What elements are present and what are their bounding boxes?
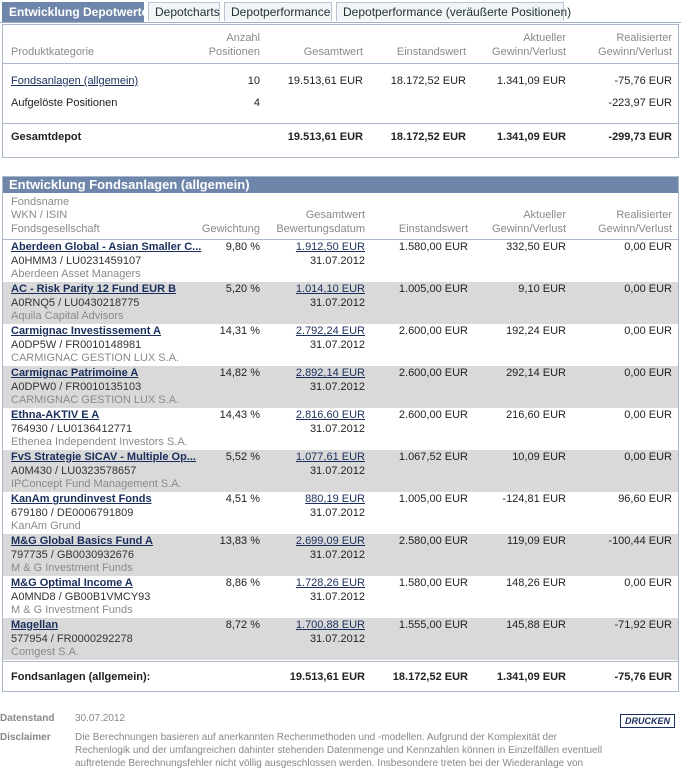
fund-aktuell: 332,50 EUR bbox=[506, 241, 566, 253]
divider bbox=[3, 63, 678, 64]
fund-name-link[interactable]: Aberdeen Global - Asian Smaller C... bbox=[11, 241, 202, 253]
fund-valuation-date: 31.07.2012 bbox=[309, 381, 365, 393]
fund-company: CARMIGNAC GESTION LUX S.A. bbox=[11, 394, 180, 406]
divider bbox=[3, 661, 678, 662]
fund-name-link[interactable]: Ethna-AKTIV E A bbox=[11, 409, 100, 421]
header-gewichtung: Gewichtung bbox=[201, 223, 260, 235]
fund-weight: 5,52 % bbox=[225, 451, 260, 463]
fund-company: CARMIGNAC GESTION LUX S.A. bbox=[11, 352, 180, 364]
fund-realisiert: 0,00 EUR bbox=[624, 325, 672, 337]
depot-summary-panel bbox=[2, 24, 679, 158]
total-aktuell: 1.341,09 EUR bbox=[496, 131, 566, 143]
fund-valuation-date: 31.07.2012 bbox=[309, 507, 365, 519]
depot-row-anzahl: 10 bbox=[247, 75, 260, 87]
fund-value-link[interactable]: 1.700,88 EUR bbox=[295, 619, 365, 631]
fund-realisiert: 0,00 EUR bbox=[624, 241, 672, 253]
fund-value-link[interactable]: 1.077,61 EUR bbox=[295, 451, 365, 463]
depot-row-anzahl: 4 bbox=[253, 97, 260, 109]
fund-valuation-date: 31.07.2012 bbox=[309, 465, 365, 477]
fund-aktuell: -124,81 EUR bbox=[502, 493, 566, 505]
header-realisierter: Realisierter bbox=[616, 209, 672, 221]
fund-valuation-date: 31.07.2012 bbox=[309, 591, 365, 603]
fund-row bbox=[3, 534, 678, 576]
fund-weight: 9,80 % bbox=[225, 241, 260, 253]
fund-name-link[interactable]: M&G Optimal Income A bbox=[11, 577, 133, 589]
depot-row-name: Aufgelöste Positionen bbox=[11, 97, 118, 109]
depot-row-realisiert: -223,97 EUR bbox=[608, 97, 672, 109]
header-einstandswert: Einstandswert bbox=[398, 223, 468, 235]
fund-name-link[interactable]: AC - Risk Parity 12 Fund EUR B bbox=[11, 283, 177, 295]
fund-name-link[interactable]: Magellan bbox=[11, 619, 59, 631]
divider bbox=[3, 123, 678, 124]
fund-value-link[interactable]: 2.699,09 EUR bbox=[295, 535, 365, 547]
fund-einstandswert: 2.600,00 EUR bbox=[398, 409, 468, 421]
fund-valuation-date: 31.07.2012 bbox=[309, 633, 365, 645]
fund-name-link[interactable]: Carmignac Investissement A bbox=[11, 325, 161, 337]
fund-weight: 5,20 % bbox=[225, 283, 260, 295]
fund-einstandswert: 2.600,00 EUR bbox=[398, 325, 468, 337]
header-aktueller-gv: Gewinn/Verlust bbox=[492, 46, 566, 58]
fund-realisiert: 96,60 EUR bbox=[618, 493, 672, 505]
tab-bar bbox=[0, 0, 681, 23]
fund-company: Ethenea Independent Investors S.A. bbox=[11, 436, 188, 448]
fund-wkn-isin: 679180 / DE0006791809 bbox=[11, 507, 134, 519]
fund-einstandswert: 2.600,00 EUR bbox=[398, 367, 468, 379]
header-aktueller: Aktueller bbox=[523, 32, 566, 44]
total-realisiert: -299,73 EUR bbox=[608, 131, 672, 143]
fund-aktuell: 119,09 EUR bbox=[506, 535, 566, 547]
fund-value-link[interactable]: 1.728,26 EUR bbox=[295, 577, 365, 589]
fund-weight: 8,72 % bbox=[225, 619, 260, 631]
disclaimer-line: auftretende Berechnungsfehler nicht völlig ausgeschlossen werden. Insbesondere treten bei der Wiederanlage von bbox=[75, 758, 584, 769]
fund-company: IPConcept Fund Management S.A. bbox=[11, 478, 182, 490]
fund-company: Aberdeen Asset Managers bbox=[11, 268, 141, 280]
print-button[interactable]: DRUCKEN bbox=[620, 714, 675, 728]
fund-realisiert: -71,92 EUR bbox=[614, 619, 672, 631]
fund-wkn-isin: A0DPW0 / FR0010135103 bbox=[11, 381, 142, 393]
depot-row-realisiert: -75,76 EUR bbox=[614, 75, 672, 87]
disclaimer-label: Disclaimer bbox=[0, 732, 51, 743]
fund-wkn-isin: A0DP5W / FR0010148981 bbox=[11, 339, 142, 351]
fund-aktuell: 192,24 EUR bbox=[506, 325, 566, 337]
fund-wkn-isin: A0RNQ5 / LU0430218775 bbox=[11, 297, 140, 309]
fund-einstandswert: 1.005,00 EUR bbox=[398, 493, 468, 505]
fund-valuation-date: 31.07.2012 bbox=[309, 297, 365, 309]
header-bewertungsdatum: Bewertungsdatum bbox=[276, 223, 365, 235]
tab-entwicklung-depotwerte[interactable]: Entwicklung Depotwerte bbox=[2, 2, 144, 22]
header-gesamtwert: Gesamtwert bbox=[305, 209, 365, 221]
fund-value-link[interactable]: 2.792,24 EUR bbox=[295, 325, 365, 337]
fund-name-link[interactable]: FvS Strategie SICAV - Multiple Op... bbox=[11, 451, 196, 463]
fund-einstandswert: 1.005,00 EUR bbox=[398, 283, 468, 295]
fund-row bbox=[3, 576, 678, 618]
header-realisierter-gv: Gewinn/Verlust bbox=[598, 223, 672, 235]
tab-depotcharts[interactable]: Depotcharts bbox=[148, 2, 220, 21]
header-einstandswert: Einstandswert bbox=[396, 46, 466, 58]
fund-realisiert: 0,00 EUR bbox=[624, 577, 672, 589]
fund-realisiert: 0,00 EUR bbox=[624, 367, 672, 379]
fund-realisiert: 0,00 EUR bbox=[624, 283, 672, 295]
total-einstandswert: 18.172,52 EUR bbox=[390, 131, 466, 143]
header-aktueller-gv: Gewinn/Verlust bbox=[492, 223, 566, 235]
fund-row bbox=[3, 618, 678, 660]
fund-einstandswert: 2.580,00 EUR bbox=[398, 535, 468, 547]
fund-valuation-date: 31.07.2012 bbox=[309, 549, 365, 561]
fund-wkn-isin: 577954 / FR0000292278 bbox=[11, 633, 133, 645]
fund-value-link[interactable]: 1.912,50 EUR bbox=[295, 241, 365, 253]
header-positionen: Positionen bbox=[208, 46, 260, 58]
fund-company: M & G Investment Funds bbox=[11, 604, 133, 616]
tab-depotperformance-veraeusserte[interactable]: Depotperformance (veräußerte Positionen) bbox=[336, 2, 564, 21]
fund-row bbox=[3, 240, 678, 282]
fund-value-link[interactable]: 2.816,60 EUR bbox=[295, 409, 365, 421]
fund-einstandswert: 1.580,00 EUR bbox=[398, 577, 468, 589]
datenstand-value: 30.07.2012 bbox=[75, 713, 126, 724]
fund-weight: 4,51 % bbox=[225, 493, 260, 505]
header-produktkategorie: Produktkategorie bbox=[11, 46, 95, 58]
fund-weight: 8,86 % bbox=[225, 577, 260, 589]
fund-wkn-isin: 797735 / GB0030932676 bbox=[11, 549, 134, 561]
header-gesamtwert: Gesamtwert bbox=[303, 46, 363, 58]
depot-row-einstandswert: 18.172,52 EUR bbox=[390, 75, 466, 87]
header-realisierter: Realisierter bbox=[616, 32, 672, 44]
fund-realisiert: 0,00 EUR bbox=[624, 451, 672, 463]
header-realisierter-gv: Gewinn/Verlust bbox=[598, 46, 672, 58]
fund-company: Comgest S.A. bbox=[11, 646, 79, 658]
fund-valuation-date: 31.07.2012 bbox=[309, 423, 365, 435]
funds-total-gesamtwert: 19.513,61 EUR bbox=[289, 671, 365, 683]
fund-weight: 14,31 % bbox=[219, 325, 260, 337]
header-wkn-isin: WKN / ISIN bbox=[11, 209, 68, 221]
fund-aktuell: 148,26 EUR bbox=[506, 577, 566, 589]
fund-valuation-date: 31.07.2012 bbox=[309, 255, 365, 267]
fund-name-link[interactable]: M&G Global Basics Fund A bbox=[11, 535, 153, 547]
fund-einstandswert: 1.555,00 EUR bbox=[398, 619, 468, 631]
fund-realisiert: -100,44 EUR bbox=[608, 535, 672, 547]
fund-einstandswert: 1.580,00 EUR bbox=[398, 241, 468, 253]
link-fondsanlagen[interactable]: Fondsanlagen (allgemein) bbox=[11, 75, 139, 87]
tab-depotperformance[interactable]: Depotperformance bbox=[224, 2, 332, 21]
fund-company: KanAm Grund bbox=[11, 520, 81, 532]
fund-wkn-isin: A0HMM3 / LU0231459107 bbox=[11, 255, 142, 267]
fund-row bbox=[3, 366, 678, 408]
fund-wkn-isin: A0MND8 / GB00B1VMCY93 bbox=[11, 591, 151, 603]
funds-total-einstandswert: 18.172,52 EUR bbox=[392, 671, 468, 683]
fund-row bbox=[3, 450, 678, 492]
datenstand-label: Datenstand bbox=[0, 713, 55, 724]
fund-einstandswert: 1.067,52 EUR bbox=[398, 451, 468, 463]
fund-aktuell: 292,14 EUR bbox=[506, 367, 566, 379]
fund-aktuell: 145,88 EUR bbox=[506, 619, 566, 631]
funds-section-title: Entwicklung Fondsanlagen (allgemein) bbox=[3, 177, 678, 193]
funds-panel bbox=[2, 176, 679, 692]
fund-valuation-date: 31.07.2012 bbox=[309, 339, 365, 351]
total-label: Gesamtdepot bbox=[11, 131, 82, 143]
fund-aktuell: 10,09 EUR bbox=[512, 451, 566, 463]
fund-weight: 13,83 % bbox=[219, 535, 260, 547]
fund-row bbox=[3, 492, 678, 534]
depot-row-aktuell: 1.341,09 EUR bbox=[496, 75, 566, 87]
fund-value-link[interactable]: 1.014,10 EUR bbox=[295, 283, 365, 295]
header-aktueller: Aktueller bbox=[523, 209, 566, 221]
fund-value-link[interactable]: 2.892,14 EUR bbox=[295, 367, 365, 379]
header-fondsname: Fondsname bbox=[11, 196, 70, 208]
fund-aktuell: 9,10 EUR bbox=[518, 283, 566, 295]
fund-name-link[interactable]: Carmignac Patrimoine A bbox=[11, 367, 139, 379]
fund-value-link[interactable]: 880,19 EUR bbox=[305, 493, 365, 505]
fund-name-link[interactable]: KanAm grundinvest Fonds bbox=[11, 493, 152, 505]
fund-company: M & G Investment Funds bbox=[11, 562, 133, 574]
funds-total-realisiert: -75,76 EUR bbox=[614, 671, 672, 683]
disclaimer-line: Die Berechnungen basieren auf anerkannten Rechenmethoden und -modellen. Aufgrund der Komplexität der bbox=[75, 732, 557, 743]
fund-weight: 14,43 % bbox=[219, 409, 260, 421]
header-anzahl: Anzahl bbox=[226, 32, 260, 44]
fund-row bbox=[3, 282, 678, 324]
fund-row bbox=[3, 324, 678, 366]
fund-wkn-isin: 764930 / LU0136412771 bbox=[11, 423, 133, 435]
fund-weight: 14,82 % bbox=[219, 367, 260, 379]
fund-company: Aquila Capital Advisors bbox=[11, 310, 124, 322]
funds-total-aktuell: 1.341,09 EUR bbox=[496, 671, 566, 683]
fund-realisiert: 0,00 EUR bbox=[624, 409, 672, 421]
disclaimer-line: Rechenlogik und der umfangreichen dahinter stehenden Datenmenge und Kennzahlen können in Einzelfällen eventuell bbox=[75, 745, 603, 756]
header-fondsgesellschaft: Fondsgesellschaft bbox=[11, 223, 100, 235]
funds-total-label: Fondsanlagen (allgemein): bbox=[11, 671, 151, 683]
depot-row-gesamtwert: 19.513,61 EUR bbox=[287, 75, 363, 87]
total-gesamtwert: 19.513,61 EUR bbox=[287, 131, 363, 143]
fund-row bbox=[3, 408, 678, 450]
fund-wkn-isin: A0M430 / LU0323578657 bbox=[11, 465, 137, 477]
fund-aktuell: 216,60 EUR bbox=[506, 409, 566, 421]
